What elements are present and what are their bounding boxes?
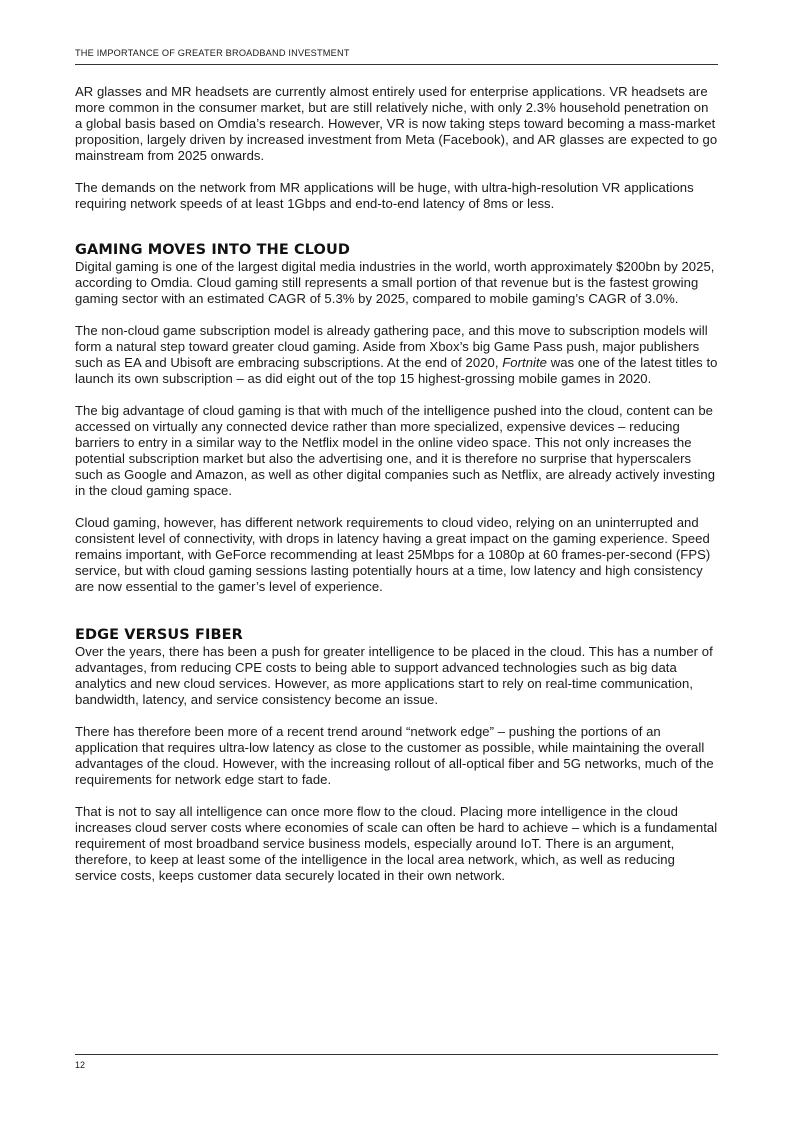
section-heading-edge: EDGE VERSUS FIBER <box>75 627 243 643</box>
page-number: 12 <box>75 1060 86 1070</box>
article-body <box>75 84 718 900</box>
page-footer <box>75 1054 718 1070</box>
gaming-paragraph-4: Cloud gaming, however, has different network requirements to cloud video, relying on an uninterrupted and consistent level of connectivity, with drops in latency having a great impact on the gaming experience. Speed remains important, with GeForce recommending at least 25Mbps for a 1080p at 60 frames-per-second (FPS) service, but with cloud gaming sessions lasting potentially hours at a time, low latency and high consistency are now essential to the gamer’s level of experience. <box>75 515 711 594</box>
section-heading-gaming: GAMING MOVES INTO THE CLOUD <box>75 242 350 258</box>
edge-paragraph-1: Over the years, there has been a push for greater intelligence to be placed in the cloud. This has a number of advantages, from reducing CPE costs to being able to support advanced technologies such as big data analytics and new cloud services. However, as more applications start to rely on real-time communication, bandwidth, latency, and service consistency become an issue. <box>75 644 713 707</box>
gaming-paragraph-2-start: The non-cloud game subscription model is already gathering pace, and this move to subscription models will form a natural step toward greater cloud gaming. Aside from Xbox’s big Game Pass push, major publishers such as EA and Ubisoft are embracing subscriptions. At the end of 2020, <box>75 323 708 370</box>
intro-paragraph-2: The demands on the network from MR applications will be huge, with ultra-high-resolution VR applications requiring network speeds of at least 1Gbps and end-to-end latency of 8ms or less. <box>75 180 694 211</box>
gaming-paragraph-2 <box>75 323 718 387</box>
gaming-paragraph-2-end: was one of the latest titles to launch its own subscription – as did eight out of the top 15 highest-grossing mobile games in 2020. <box>75 355 718 386</box>
intro-paragraph-1: AR glasses and MR headsets are currently almost entirely used for enterprise applications. VR headsets are more common in the consumer market, but are still relatively niche, with only 2.3% household penetration on a global basis based on Omdia’s research. However, VR is now taking steps toward becoming a mass-market proposition, largely driven by increased investment from Meta (Facebook), and AR glasses are expected to go mainstream from 2025 onwards. <box>75 84 718 163</box>
fortnite-title: Fortnite <box>502 355 548 370</box>
edge-paragraph-2: There has therefore been more of a recent trend around “network edge” – pushing the portions of an application that requires ultra-low latency as close to the customer as possible, while maintaining the overall advantages of the cloud. However, with the increasing rollout of all-optical fiber and 5G networks, much of the requirements for network edge start to fade. <box>75 724 714 787</box>
edge-paragraph-3: That is not to say all intelligence can once more flow to the cloud. Placing more intelligence in the cloud increases cloud server costs where economies of scale can often be hard to achieve – which is a fundamental requirement of most broadband service business models, especially around IoT. There is an argument, therefore, to keep at least some of the intelligence in the local area network, which, as well as reducing service costs, keeps customer data securely located in their own network. <box>75 804 718 883</box>
gaming-paragraph-3: The big advantage of cloud gaming is that with much of the intelligence pushed into the cloud, content can be accessed on virtually any connected device rather than more specialized, expensive devices – reducing barriers to entry in a similar way to the Netflix model in the online video space. This not only increases the potential subscription market but also the advertising one, and it is therefore no surprise that hyperscalers such as Google and Amazon, as well as other digital companies such as Netflix, are already actively investing in the cloud gaming space. <box>75 403 716 498</box>
running-header: THE IMPORTANCE OF GREATER BROADBAND INVESTMENT <box>75 48 718 65</box>
gaming-paragraph-1: Digital gaming is one of the largest digital media industries in the world, worth approximately $200bn by 2025, according to Omdia. Cloud gaming still represents a small portion of that revenue but is the fastest growing gaming sector with an estimated CAGR of 5.3% by 2025, compared to mobile gaming’s CAGR of 3.0%. <box>75 259 715 306</box>
